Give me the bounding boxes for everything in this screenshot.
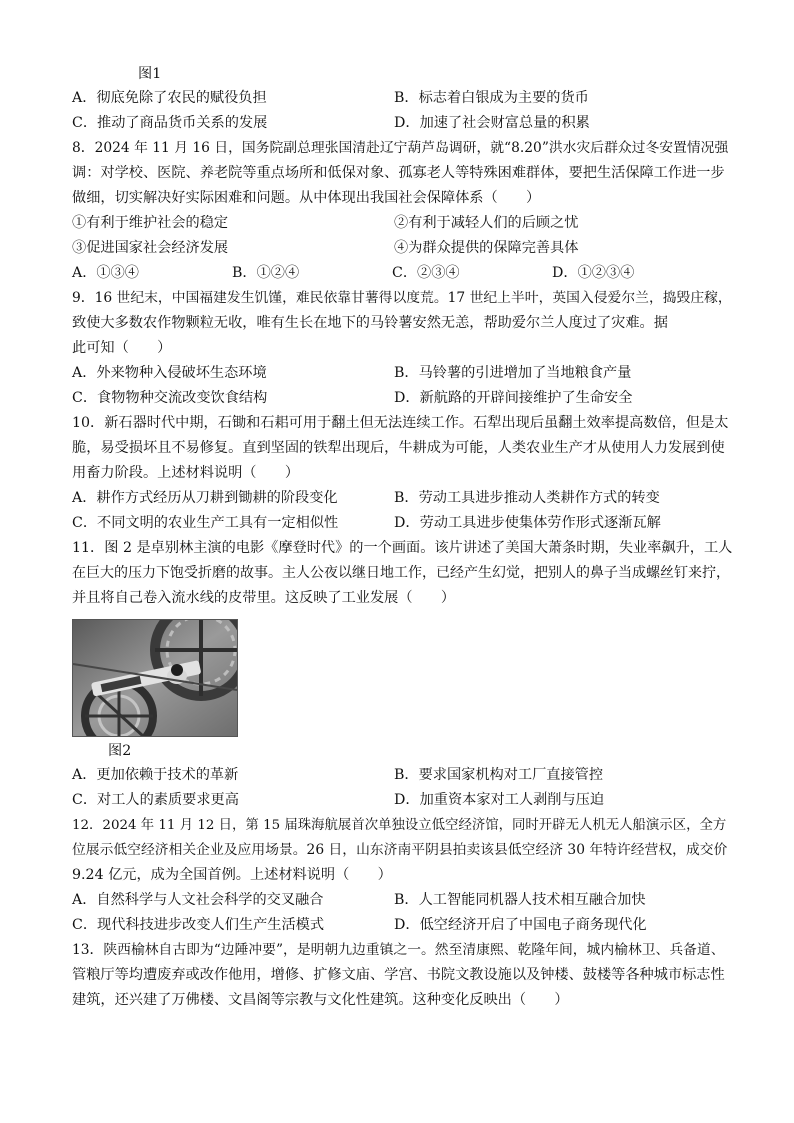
modern-times-film-still-image	[72, 619, 238, 737]
q7-options-row-1	[72, 86, 732, 111]
q7-option-b[interactable]: B．标志着白银成为主要的货币	[394, 90, 589, 106]
q9-stem-line-3: 此可知（ ）	[72, 340, 172, 356]
q10-option-b[interactable]: B．劳动工具进步推动人类耕作方式的转变	[394, 490, 660, 506]
q10-option-c[interactable]: C．不同文明的农业生产工具有一定相似性	[72, 515, 339, 531]
q12-stem-line-1: 12．2024 年 11 月 12 日，第 15 届珠海航展首次单独设立低空经济馆，同时开辟无人机无人船演示区，全方	[72, 818, 727, 833]
q9-options-row-2	[72, 386, 732, 411]
q8-statement-4: ④为群众提供的保障完善具体	[394, 240, 579, 256]
q12-option-d[interactable]: D．低空经济开启了中国电子商务现代化	[394, 917, 647, 933]
q11-option-c[interactable]: C．对工人的素质要求更高	[72, 792, 239, 808]
q8-options-row	[72, 261, 732, 286]
q10-stem-line-1: 10．新石器时代中期，石锄和石耜可用于翻土但无法连续工作。石犁出现后虽翻土效率提高数倍，但是太	[72, 415, 729, 431]
q12-option-c[interactable]: C．现代科技进步改变人们生产生活模式	[72, 917, 325, 933]
q8-stem-line-3: 做细，切实解决好实际困难和问题。从中体现出我国社会保障体系（ ）	[72, 190, 541, 206]
q11-option-d[interactable]: D．加重资本家对工人剥削与压迫	[394, 792, 605, 808]
q9-options-row-1	[72, 361, 732, 386]
q9-option-a[interactable]: A．外来物种入侵破坏生态环境	[72, 365, 267, 381]
q8-statements-row-1	[72, 211, 732, 236]
q11-stem-line-1: 11．图 2 是卓别林主演的电影《摩登时代》的一个画面。该片讲述了美国大萧条时期，失业率飙升，工人	[72, 540, 733, 556]
q8-stem-line-1: 8．2024 年 11 月 16 日，国务院副总理张国清赴辽宁葫芦岛调研，就“8.20”洪水灾后群众过冬安置情况强	[72, 140, 729, 156]
q10-option-d[interactable]: D．劳动工具进步使集体劳作形式逐渐瓦解	[394, 515, 661, 531]
q11-options-row-2	[72, 788, 732, 813]
q12-stem-line-3: 9.24 亿元，成为全国首例。上述材料说明（ ）	[72, 867, 392, 883]
q7-option-a[interactable]: A．彻底免除了农民的赋役负担	[72, 90, 267, 106]
q10-option-a[interactable]: A．耕作方式经历从刀耕到锄耕的阶段变化	[72, 490, 338, 506]
q9-stem-line-1: 9．16 世纪末，中国福建发生饥馑，难民依靠甘薯得以度荒。17 世纪上半叶，英国入侵爱尔兰，捣毁庄稼，	[72, 290, 732, 306]
q11-stem-line-2: 在巨大的压力下饱受折磨的故事。主人公夜以继日地工作，已经产生幻觉，把别人的鼻子当成螺丝钉来拧，	[72, 565, 730, 581]
q9-stem-line-2: 致使大多数农作物颗粒无收，唯有生长在地下的马铃薯安然无恙，帮助爱尔兰人度过了灾难。据	[72, 315, 668, 331]
q8-option-a[interactable]: A．①③④	[72, 265, 139, 281]
question-12	[72, 813, 732, 938]
q13-stem-line-1: 13．陕西榆林自古即为“边陲冲要”，是明朝九边重镇之一。然至清康熙、乾隆年间，城内榆林卫、兵备道、	[72, 942, 725, 958]
figure-2-caption: 图2	[108, 743, 132, 759]
question-13	[72, 938, 732, 1013]
figure-1-caption: 图1	[138, 66, 162, 82]
q8-statement-2: ②有利于减轻人们的后顾之忧	[394, 215, 579, 231]
exam-page	[72, 62, 732, 1013]
q12-options-row-1	[72, 888, 732, 913]
q8-option-b[interactable]: B．①②④	[232, 265, 300, 281]
q8-statement-3: ③促进国家社会经济发展	[72, 240, 229, 256]
question-10	[72, 411, 732, 536]
q8-statement-1: ①有利于维护社会的稳定	[72, 215, 229, 231]
q7-option-c[interactable]: C．推动了商品货币关系的发展	[72, 115, 268, 131]
q12-stem-line-2: 位展示低空经济相关企业及应用场景。26 日，山东济南平阴县拍卖该县低空经济 30 年特许经营权，成交价	[72, 842, 728, 858]
q12-options-row-2	[72, 913, 732, 938]
q8-stem-line-2: 调：对学校、医院、养老院等重点场所和低保对象、孤寡老人等特殊困难群体，要把生活保障工作进一步	[72, 165, 725, 181]
q10-options-row-2	[72, 511, 732, 536]
q9-option-c[interactable]: C．食物物种交流改变饮食结构	[72, 390, 268, 406]
q11-stem-line-3: 并且将自己卷入流水线的皮带里。这反映了工业发展（ ）	[72, 590, 456, 606]
q8-option-c[interactable]: C．②③④	[392, 265, 460, 281]
q9-option-b[interactable]: B．马铃薯的引进增加了当地粮食产量	[394, 365, 632, 381]
q7-option-d[interactable]: D．加速了社会财富总量的积累	[394, 115, 590, 131]
q13-stem-line-3: 建筑，还兴建了万佛楼、文昌阁等宗教与文化性建筑。这种变化反映出（ ）	[72, 992, 569, 1008]
q11-option-a[interactable]: A．更加依赖于技术的革新	[72, 767, 239, 783]
q9-option-d[interactable]: D．新航路的开辟间接维护了生命安全	[394, 390, 633, 406]
q12-option-a[interactable]: A．自然科学与人文社会科学的交叉融合	[72, 892, 324, 908]
q12-option-b[interactable]: B．人工智能同机器人技术相互融合加快	[394, 892, 646, 908]
q10-stem-line-3: 用畜力阶段。上述材料说明（ ）	[72, 465, 300, 481]
q11-options-row-1	[72, 763, 732, 788]
question-11	[72, 536, 732, 813]
q10-options-row-1	[72, 486, 732, 511]
question-9	[72, 286, 732, 411]
q8-statements-row-2	[72, 236, 732, 261]
q7-options-row-2	[72, 111, 732, 136]
q13-stem-line-2: 管粮厅等均遭废弃或改作他用，增修、扩修文庙、学宫、书院文教设施以及钟楼、鼓楼等各种城市标志性	[72, 967, 725, 983]
q10-stem-line-2: 脆，易受损坏且不易修复。直到坚固的铁犁出现后，牛耕成为可能，人类农业生产才从使用人力发展到使	[72, 440, 725, 456]
q11-option-b[interactable]: B．要求国家机构对工厂直接管控	[394, 767, 604, 783]
q8-option-d[interactable]: D．①②③④	[552, 265, 635, 281]
question-8	[72, 136, 732, 286]
